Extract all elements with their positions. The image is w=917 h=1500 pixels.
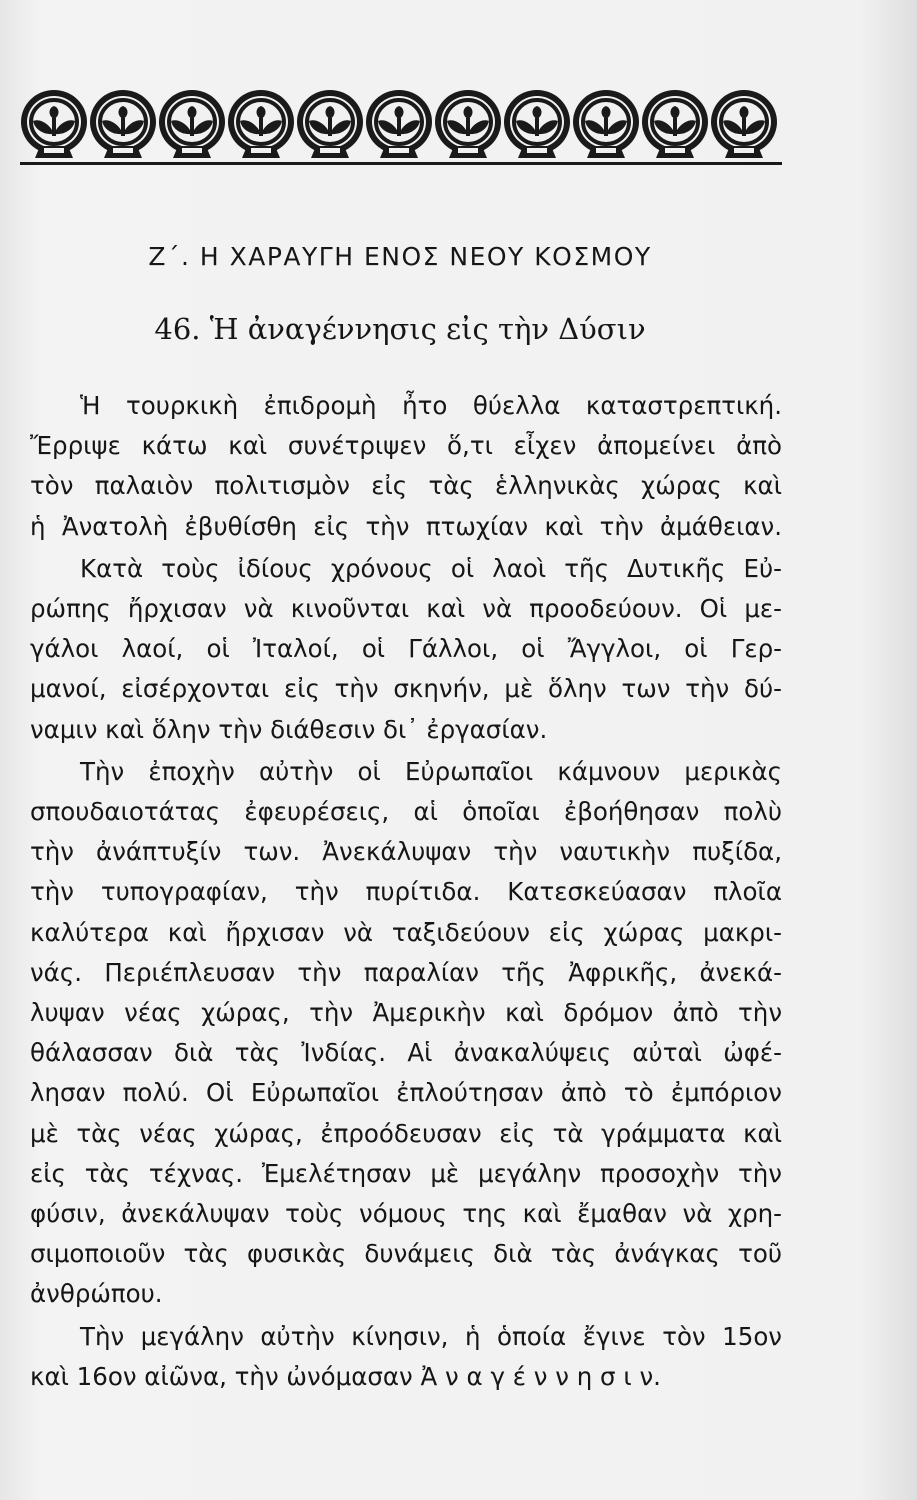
floral-medallion-icon (711, 90, 777, 158)
text-line: ρώπης ἤρχισαν νὰ κινοῦνται καὶ νὰ προοδεύουν. Οἱ με- (30, 594, 782, 624)
text-line: φύσιν, ἀνεκάλυψαν τοὺς νόμους της καὶ ἔμαθαν νὰ χρη- (30, 1199, 782, 1229)
text-line: λυψαν νέας χώρας, τὴν Ἀμερικὴν καὶ δρόμον ἀπὸ τὴν (30, 998, 782, 1028)
text-line: τὴν τυπογραφίαν, τὴν πυρίτιδα. Κατεσκεύασαν πλοῖα (30, 877, 782, 907)
text-line: ἀνθρώπου. (30, 1279, 163, 1309)
text-line: καὶ 16ον αἰῶνα, τὴν ὠνόμασαν Ἀ ν α γ έ ν ν η σ ι ν. (30, 1361, 661, 1391)
floral-medallion-icon (228, 90, 294, 158)
floral-medallion-icon (573, 90, 639, 158)
floral-medallion-icon (435, 90, 501, 158)
ornament-rule (20, 162, 782, 165)
chapter-title: Ζ΄. Η ΧΑΡΑΥΓΗ ΕΝΟΣ ΝΕΟΥ ΚΟΣΜΟΥ (148, 242, 652, 271)
section-title: 46. Ἡ ἀναγέννησις εἰς τὴν Δύσιν (154, 312, 646, 346)
text-line: Τὴν ἐποχὴν αὐτὴν οἱ Εὐρωπαῖοι κάμνουν μερικὰς (80, 756, 782, 786)
floral-medallion-icon (297, 90, 363, 158)
text-line: εἰς τὰς τέχνας. Ἐμελέτησαν μὲ μεγάλην προσοχὴν τὴν (30, 1158, 782, 1188)
text-line: θάλασσαν διὰ τὰς Ἰνδίας. Αἱ ἀνακαλύψεις αὐταὶ ὠφέ- (30, 1038, 782, 1068)
text-line: Κατὰ τοὺς ἰδίους χρόνους οἱ λαοὶ τῆς Δυτικῆς Εὐ- (80, 553, 782, 583)
ornament-svg (20, 86, 782, 166)
floral-medallion-icon (90, 90, 156, 158)
text-line: τὸν παλαιὸν πολιτισμὸν εἰς τὰς ἑλληνικὰς χώρας καὶ (30, 471, 782, 501)
floral-medallion-icon (21, 90, 87, 158)
floral-medallion-icon (159, 90, 225, 158)
text-line: τὴν ἀνάπτυξίν των. Ἀνεκάλυψαν τὴν ναυτικὴν πυξίδα, (30, 837, 782, 867)
floral-medallion-icon (504, 90, 570, 158)
paragraph-4 (30, 1317, 782, 1397)
text-line: μανοί, εἰσέρχονται εἰς τὴν σκηνήν, μὲ ὅλην των τὴν δύ- (30, 674, 782, 704)
floral-medallion-icon (366, 90, 432, 158)
text-line: Ἡ τουρκικὴ ἐπιδρομὴ ἦτο θύελλα καταστρεπτική. (80, 391, 782, 420)
text-line: λησαν πολύ. Οἱ Εὐρωπαῖοι ἐπλούτησαν ἀπὸ τὸ ἐμπόριον (30, 1078, 782, 1108)
ornament-band (20, 86, 782, 166)
text-line: καλύτερα καὶ ἤρχισαν νὰ ταξιδεύουν εἰς χώρας μακρι- (30, 917, 782, 947)
paragraph-2 (30, 549, 782, 750)
text-line: σιμοποιοῦν τὰς φυσικὰς δυνάμεις διὰ τὰς ἀνάγκας τοῦ (30, 1239, 782, 1269)
text-line: ναμιν καὶ ὅλην τὴν διάθεσιν δι᾿ ἐργασίαν. (30, 714, 548, 744)
text-line: νάς. Περιέπλευσαν τὴν παραλίαν τῆς Ἀφρικῆς, ἀνεκά- (30, 957, 782, 987)
text-line: σπουδαιοτάτας ἐφευρέσεις, αἱ ὁποῖαι ἐβοήθησαν πολὺ (30, 797, 782, 827)
text-line: Τὴν μεγάλην αὐτὴν κίνησιν, ἡ ὁποία ἔγινε τὸν 15ον (80, 1321, 782, 1351)
text-line: ἡ Ἀνατολὴ ἐβυθίσθη εἰς τὴν πτωχίαν καὶ τὴν ἀμάθειαν. (30, 511, 782, 541)
floral-medallion-icon (642, 90, 708, 158)
text-line: γάλοι λαοί, οἱ Ἰταλοί, οἱ Γάλλοι, οἱ Ἄγγλοι, οἱ Γερ- (30, 634, 782, 664)
body-text (30, 386, 782, 1397)
text-line: Ἔρριψε κάτω καὶ συνέτριψεν ὅ,τι εἶχεν ἀπομείνει ἀπὸ (30, 431, 782, 461)
paragraph-3 (30, 752, 782, 1315)
text-line: μὲ τὰς νέας χώρας, ἐπροόδευσαν εἰς τὰ γράμματα καὶ (30, 1118, 782, 1148)
paragraph-1 (30, 386, 782, 547)
